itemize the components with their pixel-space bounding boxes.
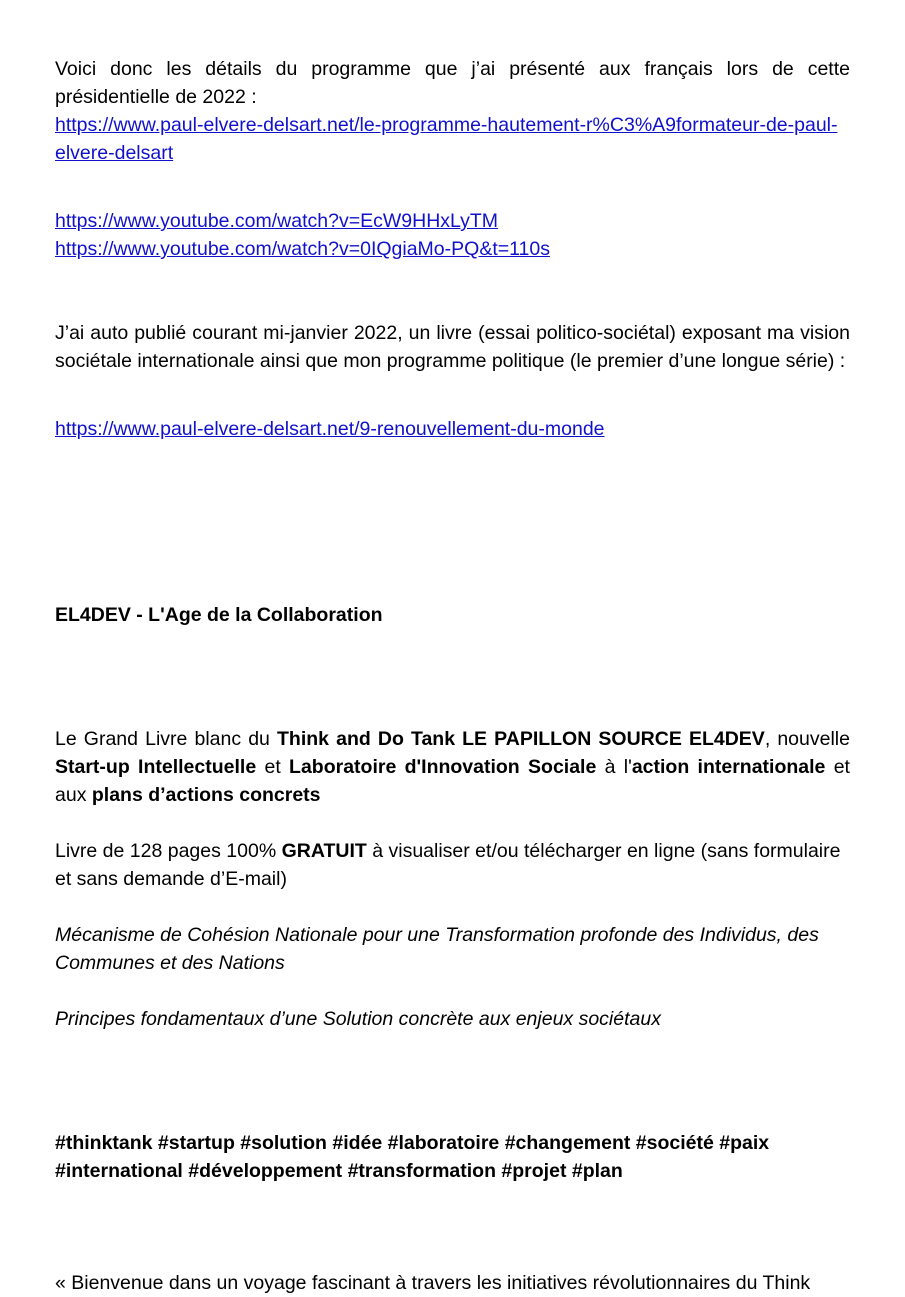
- spacer-before-tagline-1: [55, 893, 850, 921]
- spacer-before-section-heading-2: [55, 561, 850, 601]
- availability-part-2: à visualiser et/ou télécharger en ligne (sans formulaire et sans demande d’E-mail): [55, 840, 841, 890]
- section-heading: EL4DEV - L'Age de la Collaboration: [55, 604, 383, 626]
- tagline-1: Mécanisme de Cohésion Nationale pour une Transformation profonde des Individus, des Communes et des Nations: [55, 924, 819, 974]
- closing-quote: « Bienvenue dans un voyage fascinant à travers les initiatives révolutionnaires du Think: [55, 1272, 811, 1294]
- video-link-1-wrapper: [55, 207, 850, 235]
- program-link[interactable]: https://www.paul-elvere-delsart.net/le-programme-hautement-r%C3%A9formateur-de-paul-elvere-delsart: [55, 114, 838, 164]
- book-paragraph: J’ai auto publié courant mi-janvier 2022, un livre (essai politico-sociétal) exposant ma vision sociétale internationale ainsi que mon programme politique (le premier d’une longue série) :: [55, 322, 850, 372]
- video-link-2[interactable]: https://www.youtube.com/watch?v=0IQgiaMo-PQ&t=110s: [55, 238, 550, 260]
- description-bold-2: Start-up Intellectuelle: [55, 756, 257, 778]
- spacer-before-quote-2: [55, 1241, 850, 1269]
- spacer-before-book-paragraph: [55, 263, 850, 319]
- spacer-before-quote: [55, 1185, 850, 1241]
- description-part-5: et aux: [55, 756, 850, 806]
- spacer-before-section-heading: [55, 443, 850, 561]
- program-link-wrapper: [55, 111, 850, 167]
- spacer-before-book-link: [55, 375, 850, 415]
- intro-paragraph: Voici donc les détails du programme que j’ai présenté aux français lors de cette présidentielle de 2022 :: [55, 58, 850, 108]
- spacer-before-hashtags-2: [55, 1089, 850, 1129]
- book-link[interactable]: https://www.paul-elvere-delsart.net/9-renouvellement-du-monde: [55, 418, 605, 440]
- spacer-before-availability: [55, 809, 850, 837]
- spacer-after-heading: [55, 629, 850, 685]
- availability-paragraph: [55, 837, 850, 893]
- book-link-wrapper: [55, 415, 850, 443]
- description-bold-4: action internationale: [631, 756, 826, 778]
- description-part-3: et: [256, 756, 290, 778]
- hashtags-line-1: #thinktank #startup #solution #idée #laboratoire #changement #société #paix: [55, 1132, 770, 1154]
- description-bold-3: Laboratoire d'Innovation Sociale: [289, 756, 597, 778]
- description-bold-5: plans d’actions concrets: [91, 784, 321, 806]
- hashtags-line-2: #international #développement #transformation #projet #plan: [55, 1160, 623, 1182]
- availability-bold-1: GRATUIT: [281, 840, 367, 862]
- spacer-after-program-link: [55, 167, 850, 207]
- section-description: [55, 725, 850, 809]
- description-bold-1: Think and Do Tank LE PAPILLON SOURCE EL4DEV: [277, 728, 765, 750]
- spacer-before-hashtags: [55, 1033, 850, 1089]
- availability-part-1: Livre de 128 pages 100%: [55, 840, 282, 862]
- video-link-2-wrapper: [55, 235, 850, 263]
- spacer-after-heading-2: [55, 685, 850, 725]
- tagline-2: Principes fondamentaux d’une Solution concrète aux enjeux sociétaux: [55, 1008, 661, 1030]
- description-part-4: à l': [596, 756, 632, 778]
- spacer-before-tagline-2: [55, 977, 850, 1005]
- video-link-1[interactable]: https://www.youtube.com/watch?v=EcW9HHxLyTM: [55, 210, 499, 232]
- description-part-1: Le Grand Livre blanc du: [55, 728, 277, 750]
- description-part-2: , nouvelle: [764, 728, 850, 750]
